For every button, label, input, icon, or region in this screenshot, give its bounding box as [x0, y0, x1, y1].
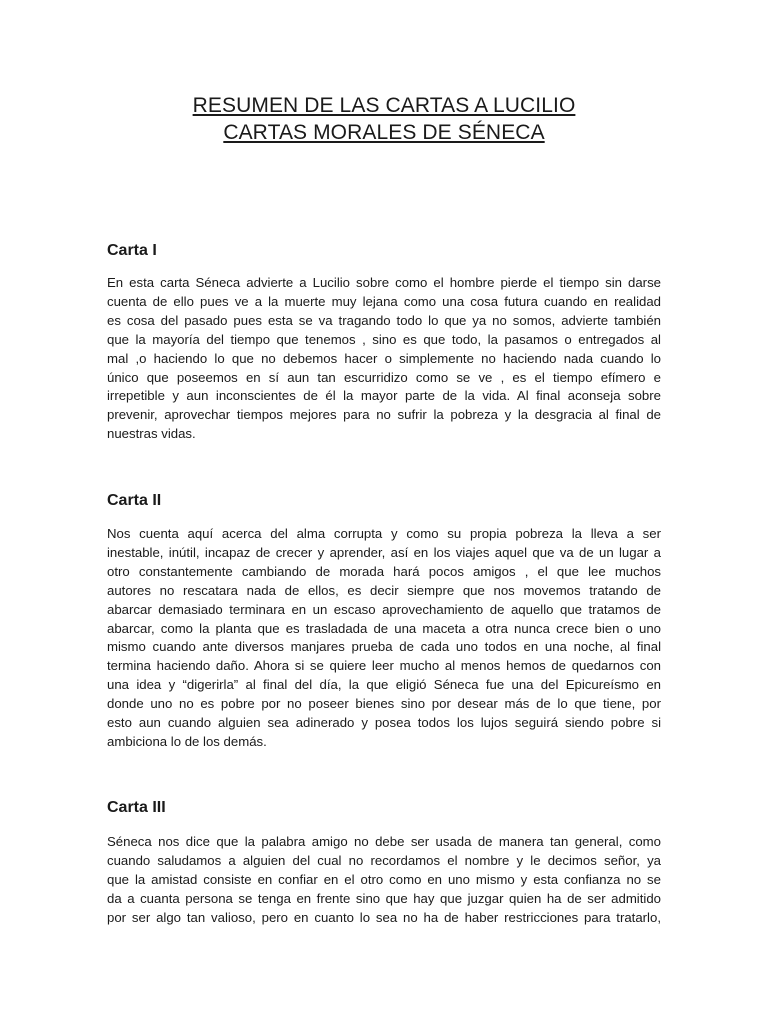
- paragraph-line: por ser algo tan valioso, pero en cuanto lo sea no ha de haber restricciones para tratarlo,: [107, 909, 661, 925]
- document-title-line1: RESUMEN DE LAS CARTAS A LUCILIO: [192, 94, 576, 117]
- section-heading-carta-3: Carta III: [107, 799, 166, 816]
- paragraph-line: que la amistad consiste en confiar en el otro como en uno mismo y esta confianza no se: [107, 871, 661, 887]
- section-heading-carta-2: Carta II: [107, 492, 162, 509]
- paragraph-line: autores no rescatara nada de ellos, es decir siempre que nos movemos tratando de: [107, 582, 661, 598]
- section-paragraph-carta-2: [107, 525, 661, 752]
- paragraph-line: prevenir, aprovechar tiempos mejores para no sufrir la pobreza y la desgracia al final de: [107, 407, 661, 423]
- paragraph-line: único que poseemos en sí aun tan escurridizo como se ve , es el tiempo efímero e: [107, 369, 661, 385]
- paragraph-line: mismo cuando ante diversos manjares prueba de cada uno todos en una noche, al final: [107, 639, 661, 655]
- paragraph-line: inestable, inútil, incapaz de crecer y aprender, así en los viajes aquel que va de un lugar a: [107, 544, 661, 560]
- paragraph-line: abarcar demasiado terminara en un escaso aprovechamiento de aquello que tratamos de: [107, 601, 661, 617]
- paragraph-line: da a cuanta persona se tenga en frente sino que hay que juzgar quien ha de ser admitido: [107, 890, 661, 906]
- paragraph-line: que la mayoría del tiempo que tenemos , sino es que todo, la pasamos o entregados al: [107, 331, 661, 347]
- section-paragraph-carta-3: [107, 833, 661, 928]
- paragraph-line: nuestras vidas.: [107, 426, 196, 442]
- paragraph-line: es cosa del pasado pues esta se va tragando todo lo que ya no somos, advierte también: [107, 312, 661, 328]
- paragraph-line: esto aun cuando alguien sea adinerado y posea todos los lujos seguirá siendo pobre si: [107, 715, 661, 731]
- paragraph-line: irrepetible y aun inconscientes de él la mayor parte de la vida. Al final aconseja sobre: [107, 388, 661, 404]
- paragraph-line: abarcar, como la planta que es trasladada de una maceta a otra nunca crece bien o uno: [107, 620, 661, 636]
- paragraph-line: cuenta de ello pues ve a la muerte muy lejana como una cosa futura cuando en realidad: [107, 293, 661, 309]
- paragraph-line: otro constantemente cambiando de morada hará pocos amigos , el que lee muchos: [107, 563, 661, 579]
- paragraph-line: cuando saludamos a alguien del cual no recordamos el nombre y le decimos señor, ya: [107, 852, 661, 868]
- paragraph-line: Séneca nos dice que la palabra amigo no debe ser usada de manera tan general, como: [107, 834, 661, 849]
- paragraph-line: mal ,o haciendo lo que no debemos hacer o simplemente no haciendo nada cuando lo: [107, 350, 661, 366]
- section-paragraph-carta-1: [107, 274, 661, 444]
- document-title-line2: CARTAS MORALES DE SÉNECA: [223, 121, 545, 144]
- paragraph-line: donde uno no es pobre por no poseer bienes sino por desear más de lo que tiene, por: [107, 696, 661, 712]
- paragraph-line: En esta carta Séneca advierte a Lucilio sobre como el hombre pierde el tiempo sin darse: [107, 275, 661, 290]
- paragraph-line: termina haciendo daño. Ahora si se quiere leer mucho al menos hemos de quedarnos con: [107, 658, 661, 674]
- paragraph-line: Nos cuenta aquí acerca del alma corrupta y como su propia pobreza la lleva a ser: [107, 526, 661, 541]
- section-heading-carta-1: Carta I: [107, 242, 157, 259]
- paragraph-line: ambiciona lo de los demás.: [107, 733, 267, 749]
- paragraph-line: una idea y “digerirla” al final del día, la que eligió Séneca fue una del Epicureísmo en: [107, 677, 661, 693]
